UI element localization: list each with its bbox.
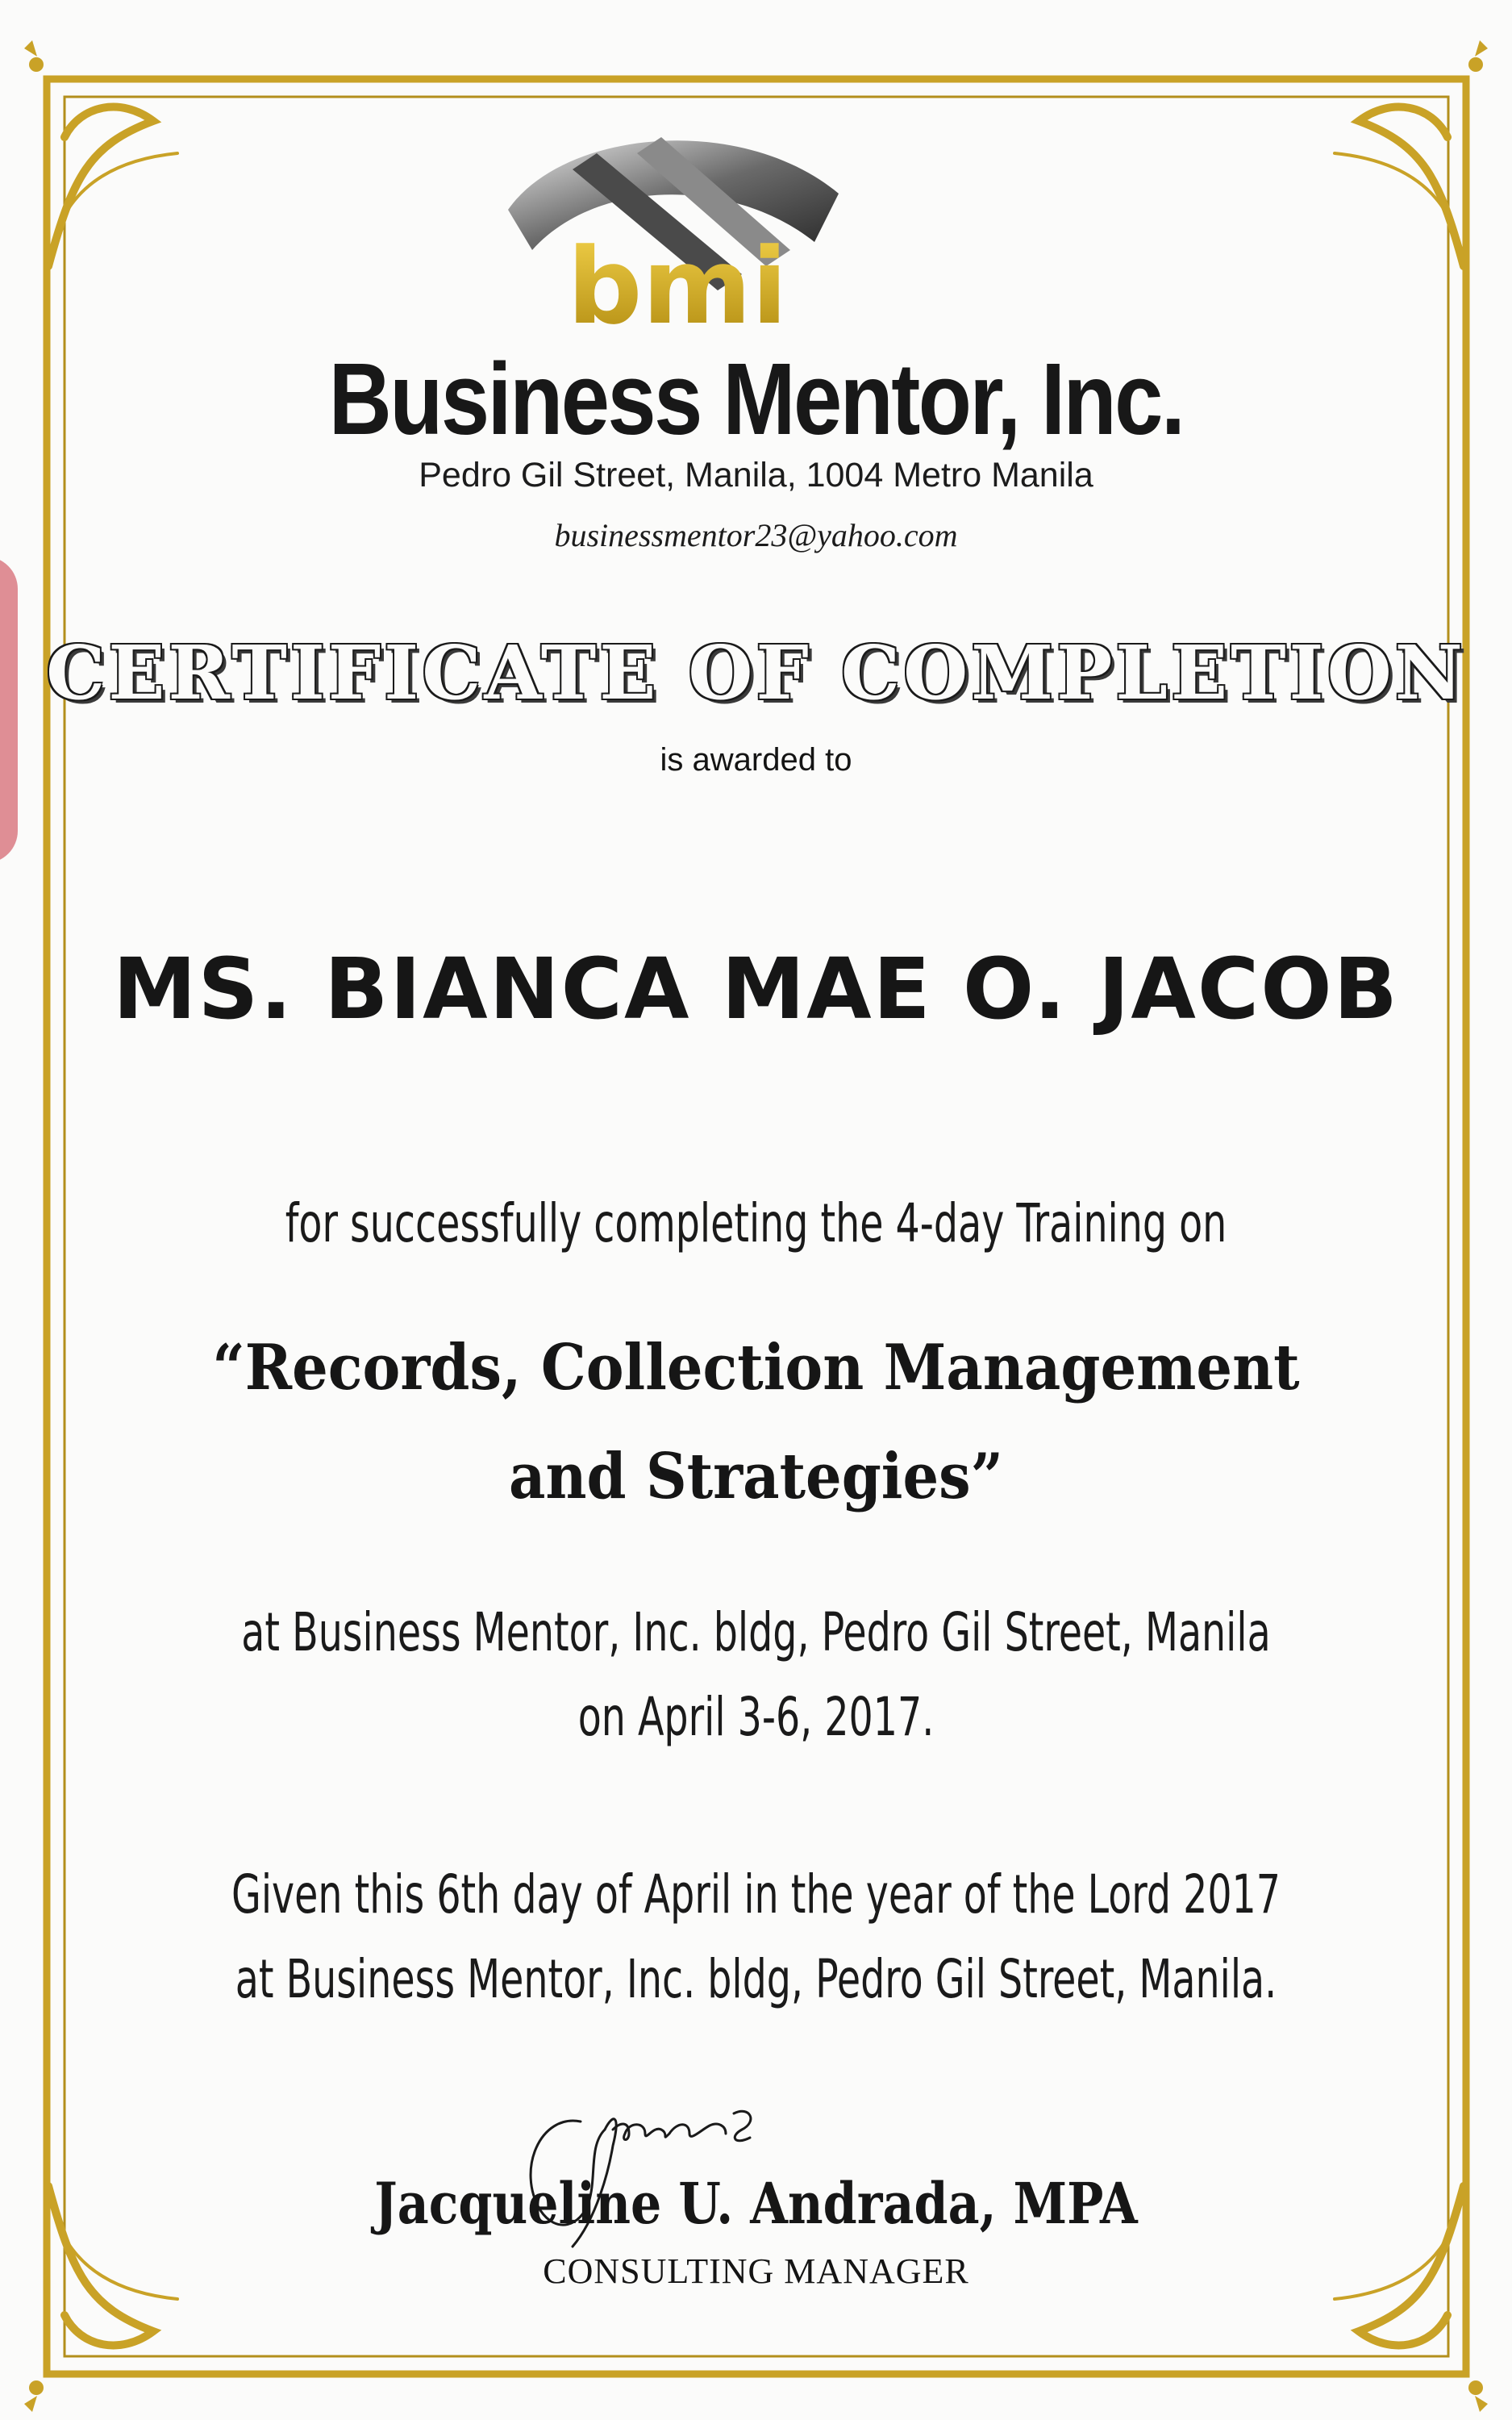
signatory-name: Jacqueline U. Andrada, MPA (374, 2170, 1138, 2237)
training-intro: for successfully completing the 4-day Training on (285, 1192, 1227, 1254)
business-mentor-logo (500, 121, 855, 347)
company-name: Business Mentor, Inc. (328, 342, 1184, 456)
venue-line2: on April 3-6, 2017. (577, 1686, 935, 1748)
course-title-line1: “Records, Collection Management (212, 1331, 1300, 1404)
given-line1: Given this 6th day of April in the year of the Lord 2017 (231, 1863, 1281, 1926)
venue-line1: at Business Mentor, Inc. bldg, Pedro Gil Street, Manila (241, 1601, 1271, 1663)
recipient-name: MS. BIANCA MAE O. JACOB (113, 940, 1399, 1038)
awarded-to-text: is awarded to (660, 742, 852, 778)
logo-lettering: bmi (567, 225, 788, 347)
course-title-line2: and Strategies” (508, 1440, 1004, 1513)
given-line2: at Business Mentor, Inc. bldg, Pedro Gil Street, Manila. (235, 1948, 1277, 2010)
signatory-position: CONSULTING MANAGER (543, 2251, 969, 2291)
certificate-title: CERTIFICATE OF COMPLETION (46, 629, 1466, 716)
company-email: businessmentor23@yahoo.com (554, 517, 958, 553)
company-address: Pedro Gil Street, Manila, 1004 Metro Manila (419, 456, 1093, 494)
